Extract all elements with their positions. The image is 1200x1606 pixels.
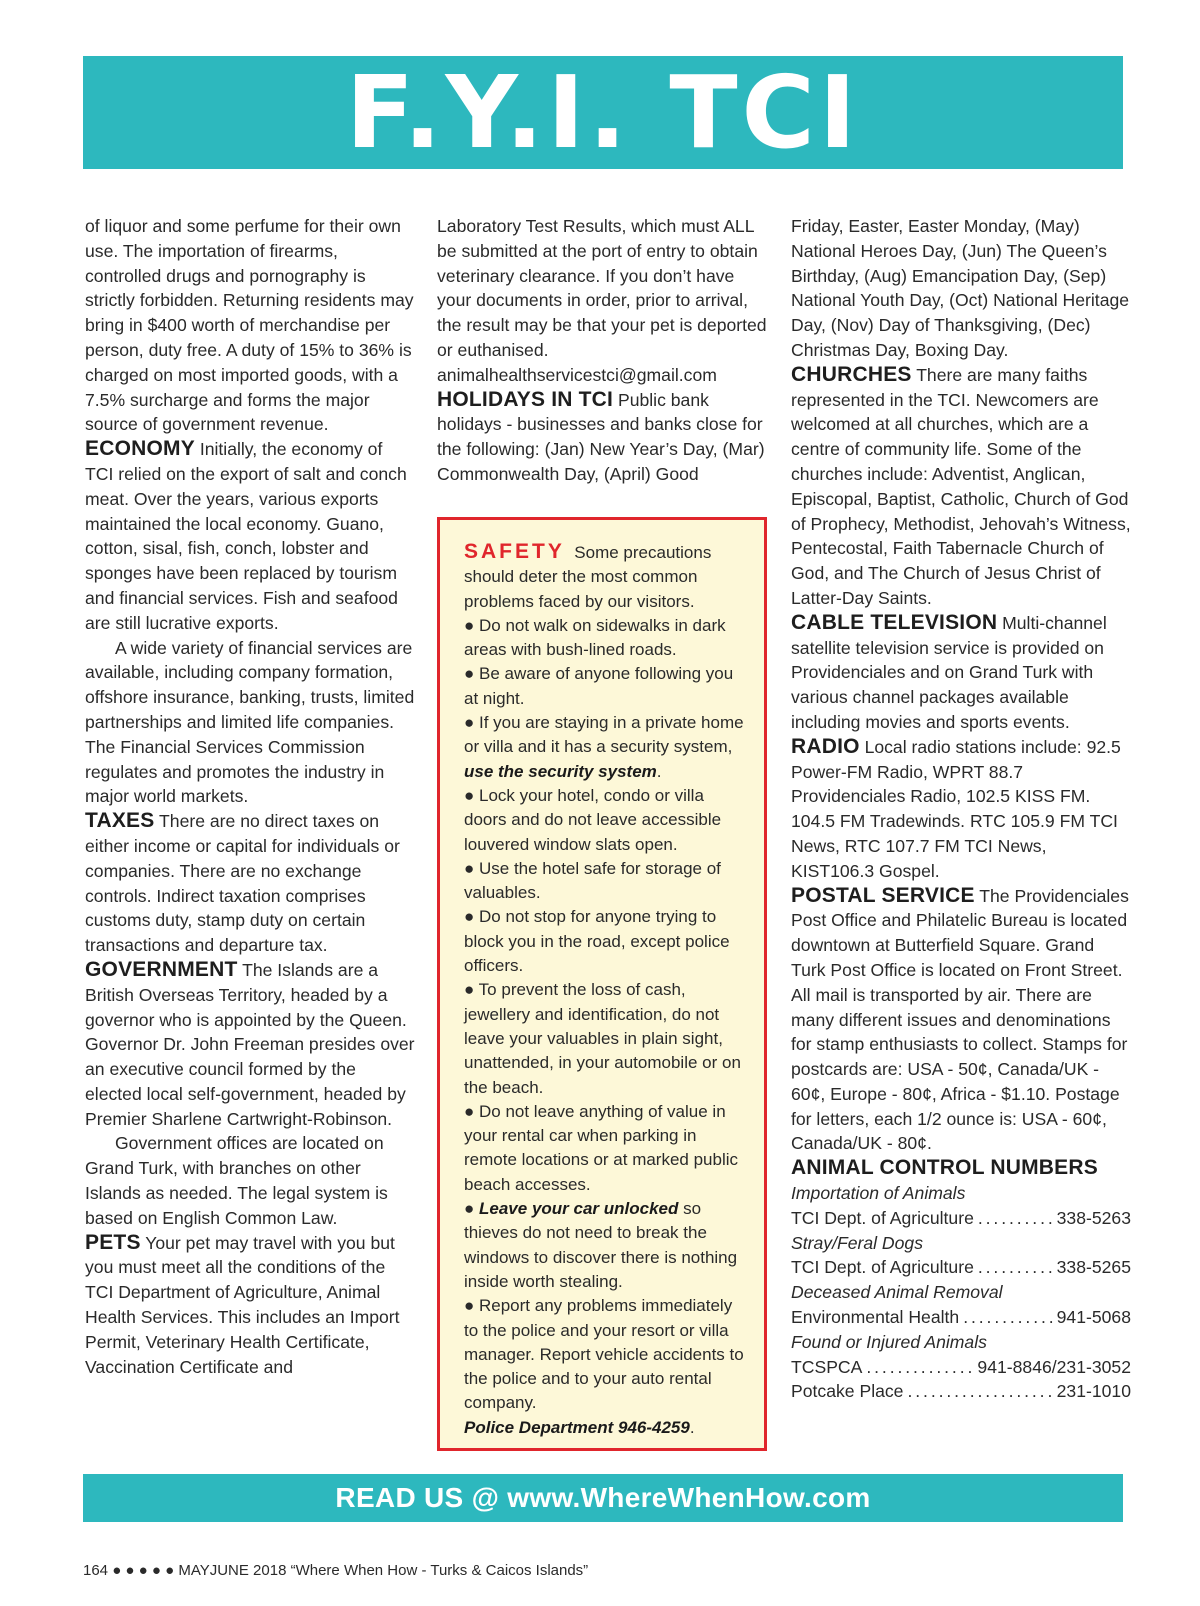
government-offices-text: Government offices are located on Grand Turk, with branches on other Islands as needed. The legal system is based on English Common Law.: [85, 1133, 388, 1228]
safety-heading: SAFETY: [464, 540, 565, 563]
column-2: [437, 214, 773, 487]
safety-tip: [464, 711, 744, 784]
pets-text: Your pet may travel with you but you must meet all the conditions of the TCI Department of Agriculture, Animal Health Services. This includes an Import Permit, Veterinary Health Certificate, Vaccination Certificate and: [85, 1232, 400, 1377]
contact-entry: [791, 1355, 1131, 1380]
taxes-text: There are no direct taxes on either income or capital for individuals or companies. There are no exchange controls. Indirect taxation comprises customs duty, stamp duty on certain transactions and departure tax.: [85, 811, 400, 956]
safety-intro-text: Some precautions should deter the most common problems faced by our visitors.: [464, 543, 712, 611]
title-banner: [83, 53, 1123, 171]
contact-name: TCI Dept. of Agriculture: [791, 1207, 974, 1228]
safety-tip: ● Use the hotel safe for storage of valuables.: [464, 858, 721, 903]
contact-name: TCI Dept. of Agriculture: [791, 1257, 974, 1278]
radio-text: Local radio stations include: 92.5 Power-FM Radio, WPRT 88.7 Providenciales Radio, 102.5 KISS FM. 104.5 FM Tradewinds. RTC 105.9 FM TCI News, RTC 107.7 FM TCI News, KIST106.3 Gospel.: [791, 736, 1121, 881]
economy-section: [85, 437, 415, 635]
taxes-section: [85, 809, 415, 958]
contact-name: TCSPCA: [791, 1356, 863, 1377]
postal-heading: POSTAL SERVICE: [791, 883, 975, 907]
contact-phone: 941-5068: [1056, 1307, 1131, 1328]
holidays-text: Public bank holidays - businesses and banks close for the following: (Jan) New Year’s Day, (Mar) Commonwealth Day, (April) Good: [437, 389, 765, 484]
read-us-banner[interactable]: [83, 1474, 1123, 1522]
radio-heading: RADIO: [791, 734, 860, 758]
safety-tip: ● Be aware of anyone following you at night.: [464, 664, 734, 708]
postal-text: The Providenciales Post Office and Philatelic Bureau is located downtown at Butterfield Square. Grand Turk Post Office is located on Front Street. All mail is transported by air. There are many different issues and denominations for stamp enthusiasts to collect. Stamps for postcards are: USA - 50¢, Canada/UK - 60¢, Europe - 80¢, Africa - $1.10. Postage for letters, each 1/2 ounce is: USA - 60¢, Canada/UK - 80¢.: [791, 885, 1129, 1154]
government-section: [85, 958, 415, 1132]
economy-text: Initially, the economy of TCI relied on the export of salt and conch meat. Over the years, various exports maintained the local economy. Guano, cotton, sisal, fish, conch, lobster and sponges have been replaced by tourism and financial services. Fish and seafood are still lucrative exports.: [85, 439, 407, 633]
safety-tip: [464, 1197, 744, 1294]
pets-heading: PETS: [85, 1230, 141, 1254]
police-line: [464, 1416, 744, 1440]
financial-services-text: A wide variety of financial services are available, including company formation, offshore insurance, banking, trusts, limited partnerships and limited life companies. The Financial Services Commission regulates and promotes the industry in major world markets.: [85, 637, 415, 807]
police-number: Police Department 946-4259: [464, 1417, 690, 1437]
safety-tip: ● Do not leave anything of value in your rental car when parking in remote locations or at marked public beach accesses.: [464, 1101, 739, 1194]
safety-tip: ● Do not stop for anyone trying to block you in the road, except police officers.: [464, 907, 730, 976]
leader-dots: [978, 1206, 1053, 1231]
safety-tip-text: ● If you are staying in a private home or villa and it has a security system,: [464, 713, 744, 757]
contact-entry: [791, 1206, 1131, 1231]
contact-entry: [791, 1379, 1131, 1404]
animal-group-heading: Found or Injured Animals: [791, 1331, 987, 1352]
contact-phone: 231-1010: [1056, 1381, 1131, 1402]
leader-dots: [866, 1355, 973, 1380]
column-3: [791, 214, 1131, 1404]
page-title: F.Y.I. TCI: [345, 53, 861, 171]
animal-health-email[interactable]: animalhealthservicestci@gmail.com: [437, 364, 717, 385]
safety-tip: ● Lock your hotel, condo or villa doors and do not leave accessible louvered window slats open.: [464, 785, 722, 854]
churches-section: [791, 363, 1131, 611]
customs-continued-text: of liquor and some perfume for their own use. The importation of firearms, controlled drugs and pornography is strictly forbidden. Returning residents may bring in $400 worth of merchandise per person, duty free. A duty of 15% to 36% is charged on most imported goods, with a 7.5% surcharge and forms the major source of government revenue.: [85, 216, 414, 435]
holidays-heading: HOLIDAYS IN TCI: [437, 387, 614, 411]
animal-group-heading: Importation of Animals: [791, 1183, 966, 1204]
radio-section: [791, 735, 1131, 884]
contact-entry: [791, 1255, 1131, 1280]
safety-box: [437, 517, 767, 1451]
cable-section: [791, 611, 1131, 735]
safety-intro: [464, 540, 744, 614]
safety-tip: ● To prevent the loss of cash, jewellery and identification, do not leave your valuables in plain sight, unattended, in your automobile or on the beach.: [464, 980, 741, 1097]
bullet-icon: ●: [464, 1199, 475, 1219]
animal-control-heading: ANIMAL CONTROL NUMBERS: [791, 1156, 1098, 1180]
safety-tip: ● Report any problems immediately to the police and your resort or villa manager. Report vehicle accidents to the police and to your auto rental company.: [464, 1296, 744, 1413]
contact-name: Potcake Place: [791, 1381, 904, 1402]
contact-phone: 941-8846/231-3052: [977, 1356, 1131, 1377]
leader-dots: [963, 1305, 1052, 1330]
leader-dots: [978, 1255, 1053, 1280]
holidays-continued-text: Friday, Easter, Easter Monday, (May) National Heroes Day, (Jun) The Queen’s Birthday, (Aug) Emancipation Day, (Sep) National Youth Day, (Oct) National Heritage Day, (Nov) Day of Thanksgiving, (Dec) Christmas Day, Boxing Day.: [791, 216, 1130, 360]
animal-group-heading: Deceased Animal Removal: [791, 1282, 1003, 1303]
website-link[interactable]: READ US @ www.WhereWhenHow.com: [335, 1482, 871, 1513]
contact-name: Environmental Health: [791, 1307, 960, 1328]
cable-text: Multi-channel satellite television service is provided on Providenciales and on Grand Turk with various channel packages available including movies and sports events.: [791, 612, 1107, 732]
contact-phone: 338-5263: [1056, 1207, 1131, 1228]
column-1: [85, 214, 415, 1379]
safety-tip-end: .: [656, 761, 662, 781]
contact-phone: 338-5265: [1056, 1257, 1131, 1278]
churches-text: There are many faiths represented in the TCI. Newcomers are welcomed at all churches, which are a centre of community life. Some of the churches include: Adventist, Anglican, Episcopal, Baptist, Catholic, Church of God of Prophecy, Methodist, Jehovah’s Witness, Pentecostal, Faith Tabernacle Church of God, and The Church of Jesus Christ of Latter-Day Saints.: [791, 364, 1131, 608]
safety-tip-emphasis: Leave your car unlocked: [479, 1199, 679, 1219]
government-text: The Islands are a British Overseas Territory, headed by a governor who is appointed by the Queen. Governor Dr. John Freeman presides over an executive council formed by the elected local self-government, headed by Premier Sharlene Cartwright-Robinson.: [85, 959, 415, 1129]
safety-tip: ● Do not walk on sidewalks in dark areas with bush-lined roads.: [464, 615, 726, 660]
holidays-section: [437, 388, 773, 487]
pets-continued-text: Laboratory Test Results, which must ALL be submitted at the port of entry to obtain veterinary clearance. If you don’t have your documents in order, prior to arrival, the result may be that your pet is deported or euthanised.: [437, 216, 767, 360]
contact-entry: [791, 1305, 1131, 1330]
police-end: .: [689, 1417, 695, 1437]
postal-section: [791, 884, 1131, 1157]
economy-heading: ECONOMY: [85, 437, 195, 461]
leader-dots: [907, 1379, 1052, 1404]
animal-group-heading: Stray/Feral Dogs: [791, 1232, 923, 1253]
cable-heading: CABLE TELEVISION: [791, 610, 998, 634]
churches-heading: CHURCHES: [791, 362, 912, 386]
safety-tip-text: so thieves do not need to break the windows to discover there is nothing inside worth stealing.: [464, 1199, 738, 1291]
government-heading: GOVERNMENT: [85, 957, 238, 981]
taxes-heading: TAXES: [85, 809, 155, 833]
safety-tip-emphasis: use the security system: [464, 761, 657, 781]
page-footer: 164 ● ● ● ● ● MAYJUNE 2018 “Where When How - Turks & Caicos Islands”: [83, 1562, 589, 1579]
pets-section: [85, 1231, 415, 1380]
